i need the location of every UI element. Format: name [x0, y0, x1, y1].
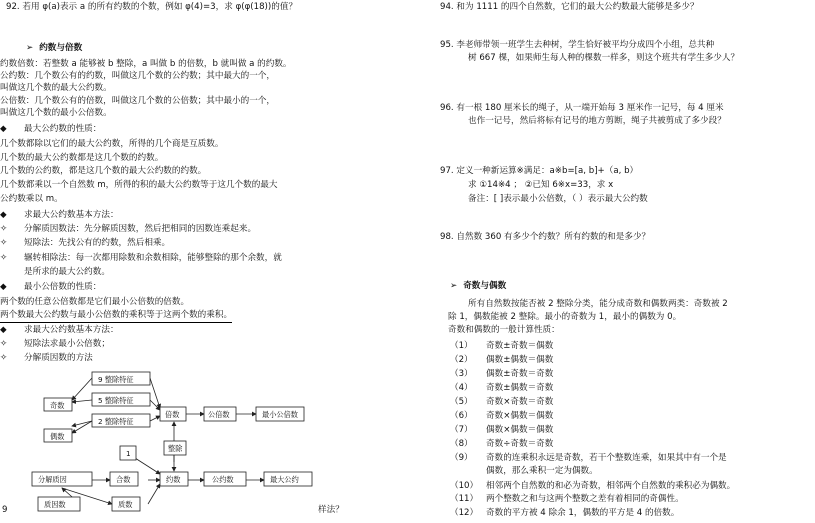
lcm-prop-underlined: 两个数最大公约数与最小公倍数的乘积等于这两个数的乘积。: [0, 310, 232, 323]
odd-label: 奇数: [50, 401, 65, 410]
lcm-method: ✧ 分解质因数的方法: [0, 353, 93, 363]
multiple-label: 倍数: [165, 410, 180, 419]
number-theory-concept-diagram: [0, 364, 380, 523]
rule-text: 偶数，那么乘积一定为偶数。: [486, 466, 598, 476]
composite-label: 合数: [116, 475, 131, 484]
gcd-method: ✧ 短除法：先找公有的约数，然后相乘。: [0, 238, 171, 248]
diamond-bullet-icon: ◆: [0, 124, 7, 134]
gcd-methods-heading: ◆ 求最大公约数基本方法：: [0, 210, 119, 220]
divisor-label: 约数: [166, 475, 181, 484]
rule-number: （4）: [450, 383, 473, 393]
rule-text: 奇数±奇数＝偶数: [486, 341, 554, 351]
def-line: 公约数：几个数公有的约数，叫做这几个数的公约数；其中最大的一个，: [0, 71, 276, 81]
parity-rule: [450, 453, 727, 465]
arrow-bullet-icon: ➢: [26, 43, 40, 53]
lcm-method: ✧ 短除法求最小公倍数；: [0, 339, 110, 349]
prime-factor-label: 质因数: [44, 500, 66, 509]
lcm-label: 最小公倍数: [262, 410, 298, 419]
four-point-star-icon: ✧: [0, 238, 8, 248]
question-95-line: 95. 李老师带领一班学生去种树，学生恰好被平均分成四个小组，总共种: [440, 40, 715, 50]
parity-intro: 所有自然数按能否被 2 整除分类，能分成奇数和偶数两类：奇数被 2: [468, 299, 728, 309]
question-96-line: 也作一记号，然后将标有记号的地方剪断，绳子共被剪成了多少段？: [468, 116, 726, 126]
question-97-line: 备注：[ ]表示最小公倍数，（ ）表示最大公约数: [468, 194, 648, 204]
parity-rule: [450, 439, 553, 451]
lcm-props-heading: ◆ 最小公倍数的性质：: [0, 282, 102, 292]
question-92: 92. 若用 φ(a)表示 a 的所有约数的个数，例如 φ(4)=3，求 φ(φ(18))的值？: [6, 2, 298, 12]
gcd-method: ✧ 分解质因数法：先分解质因数，然后把相同的因数连乘起来。: [0, 224, 257, 234]
rule-number: （12）: [450, 508, 479, 518]
question-94: 94. 和为 1111 的四个自然数，它们的最大公约数最大能够是多少？: [440, 2, 699, 12]
parity-rule: [450, 383, 553, 395]
rule-number: （3）: [450, 369, 473, 379]
rule-number: （1）: [450, 341, 473, 351]
rule-text: 奇数×偶数＝偶数: [486, 411, 554, 421]
div2-label: 2 整除特征: [98, 417, 134, 426]
def-line: 公倍数：几个数公有的倍数，叫做这几个数的公倍数；其中最小的一个，: [0, 96, 276, 106]
divisible-label: 整除: [168, 444, 183, 453]
parity-rule: [450, 494, 684, 506]
gcd-prop: 几个数的公约数，都是这几个数的最大公约数的约数。: [0, 166, 207, 176]
common-divisor-label: 公约数: [212, 475, 234, 484]
even-label: 偶数: [50, 432, 65, 441]
factorize-label: 分解质因: [38, 475, 67, 484]
def-line: 约数倍数：若整数 a 能够被 b 整除，a 叫做 b 的倍数，b 就叫做 a 的约数。: [0, 59, 292, 69]
four-point-star-icon: ✧: [0, 339, 8, 349]
section-title-parity: ➢ 奇数与偶数: [450, 281, 507, 291]
rule-text: 奇数的平方被 4 除余 1，偶数的平方是 4 的倍数。: [486, 508, 680, 518]
section-title-divisors: ➢ 约数与倍数: [26, 43, 83, 53]
gcd-prop: 几个数都乘以一个自然数 m，所得的积的最大公约数等于这几个数的最大: [0, 180, 278, 190]
gcd-prop: 公约数乘以 m。: [0, 194, 63, 204]
rule-number: （11）: [450, 494, 479, 504]
question-96-line: 96. 有一根 180 厘米长的绳子，从一端开始每 3 厘米作一记号，每 4 厘米: [440, 103, 724, 113]
four-point-star-icon: ✧: [0, 253, 8, 263]
gcd-method: ✧ 辗转相除法：每一次都用除数和余数相除，能够整除的那个余数，就: [0, 253, 282, 263]
four-point-star-icon: ✧: [0, 353, 8, 363]
rule-text: 偶数×偶数＝偶数: [486, 425, 554, 435]
parity-rule: [450, 508, 679, 520]
rule-number: （9）: [450, 453, 473, 463]
trailing-text: 样法？: [318, 505, 344, 515]
parity-intro: 除 1，偶数能被 2 整除。最小的奇数为 1，最小的偶数为 0。: [448, 312, 682, 322]
common-multiple-label: 公倍数: [208, 410, 230, 419]
page-number: 9: [2, 505, 8, 515]
div5-label: 5 整除特征: [98, 396, 134, 405]
parity-rule: [450, 369, 553, 381]
gcd-prop: 几个数都除以它们的最大公约数，所得的几个商是互质数。: [0, 139, 224, 149]
question-97-line: 求 ①14※4 ； ②已知 6※x=33，求 x: [468, 180, 614, 190]
parity-rule: [450, 397, 553, 409]
rule-number: （2）: [450, 355, 473, 365]
gcd-prop: 几个数的最大公约数都是这几个数的约数。: [0, 153, 164, 163]
lcm-prop: 两个数的任意公倍数都是它们最小公倍数的倍数。: [0, 297, 190, 307]
question-95-line: 树 667 棵，如果师生每人种的棵数一样多，则这个班共有学生多少人？: [468, 53, 740, 63]
rule-text: 奇数±偶数＝奇数: [486, 383, 554, 393]
parity-intro: 奇数和偶数的一般计算性质：: [448, 325, 560, 335]
def-line: 叫做这几个数的最大公约数。: [0, 83, 112, 93]
gcd-label: 最大公约: [270, 475, 299, 484]
parity-rule: [450, 466, 598, 478]
rule-text: 奇数×奇数＝奇数: [486, 397, 554, 407]
diamond-bullet-icon: ◆: [0, 325, 7, 335]
div9-label: 9 整除特征: [98, 375, 134, 384]
question-97-line: 97. 定义一种新运算※满足：a※b=[a, b]+（a, b）: [440, 166, 639, 176]
rule-number: （6）: [450, 411, 473, 421]
prime-label: 质数: [118, 500, 133, 509]
parity-rule: [450, 481, 735, 493]
rule-text: 偶数±奇数＝奇数: [486, 369, 554, 379]
rule-text: 奇数的连乘积永远是奇数，若干个整数连乘，如果其中有一个是: [486, 453, 727, 463]
one-label: 1: [126, 449, 131, 458]
parity-rule: [450, 425, 553, 437]
parity-rule: [450, 411, 553, 423]
four-point-star-icon: ✧: [0, 224, 8, 234]
parity-rule: [450, 355, 553, 367]
gcd-props-heading: ◆ 最大公约数的性质：: [0, 124, 102, 134]
question-98: 98. 自然数 360 有多少个约数？所有约数的和是多少？: [440, 232, 651, 242]
diamond-bullet-icon: ◆: [0, 282, 7, 292]
lcm-methods-heading: ◆ 求最大公约数基本方法：: [0, 325, 119, 335]
rule-text: 两个整数之和与这两个整数之差有着相同的奇偶性。: [486, 494, 684, 504]
rule-number: （5）: [450, 397, 473, 407]
parity-rule: [450, 341, 553, 353]
rule-number: （8）: [450, 439, 473, 449]
rule-number: （7）: [450, 425, 473, 435]
def-line: 叫做这几个数的最小公倍数。: [0, 108, 112, 118]
rule-number: （10）: [450, 481, 479, 491]
rule-text: 偶数±偶数＝偶数: [486, 355, 554, 365]
rule-text: 相邻两个自然数的和必为奇数，相邻两个自然数的乘积必为偶数。: [486, 481, 736, 491]
diamond-bullet-icon: ◆: [0, 210, 7, 220]
gcd-method-cont: 是所求的最大公约数。: [24, 267, 110, 277]
arrow-bullet-icon: ➢: [450, 281, 464, 291]
rule-text: 奇数÷奇数＝奇数: [486, 439, 554, 449]
